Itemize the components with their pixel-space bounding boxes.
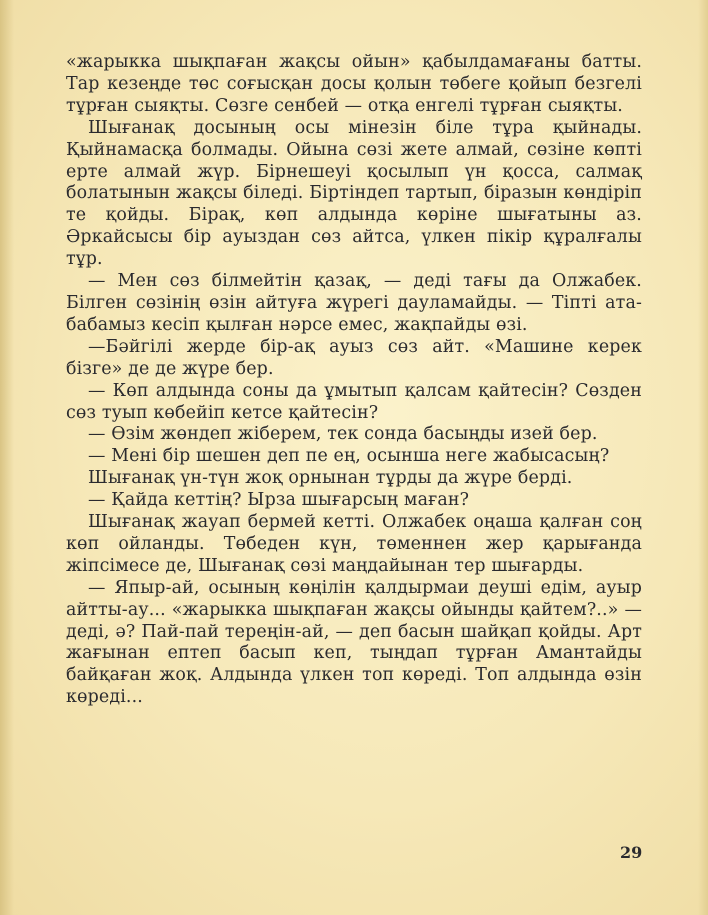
- paragraph-6: — Өзім жөндеп жіберем, тек сонда басыңды изей бер.: [88, 424, 598, 445]
- paragraph-11: — Япыр-ай, осының көңілін қалдырмаи деуші едім, ауыр айтты-ау... «жарыкка шықпаған жақсы ойынды қайтем?..» — деді, ә? Пай-пай тереңін-ай, — деп басын шайқап қойды. Арт жағынан ептеп басып кеп, тыңдап тұрған Амантайды байқаған жоқ. Алдында үлкен топ көреді. Топ алдында өзін көреді...: [66, 577, 642, 708]
- paragraph-2: Шығанақ досының осы мінезін біле тұра қыйнады. Қыйнамасқа болмады. Ойына сөзі жете алмай, сөзіне көпті ерте алмай жүр. Бірнешеуі қосылып үн қосса, салмақ болатынын жақсы біледі. Біртіндеп тартып, біразын көндіріп те қойды. Бірақ, көп алдында көріне шығатыны аз. Әркайсысы бір ауыздан сөз айтса, үлкен пікір құралғалы тұр.: [66, 117, 642, 270]
- paragraph-8: Шығанақ үн-түн жоқ орнынан тұрды да жүре берді.: [88, 468, 573, 489]
- paragraph-9: — Қайда кеттің? Ырза шығарсың маған?: [88, 490, 470, 511]
- page-left-edge-shadow: [0, 0, 14, 915]
- paragraph-1: «жарыкка шықпаған жақсы ойын» қабылдамағаны батты. Тар кезеңде төс соғысқан досы қолын төбеге қойып безгелі тұрған сыяқты. Сөзге сенбей — отқа енгелі тұрған сыяқты.: [66, 52, 642, 116]
- paragraph-7: — Мені бір шешен деп пе ең, осынша неге жабысасың?: [88, 446, 610, 467]
- page-number: 29: [620, 843, 643, 862]
- paragraph-4: —Бәйгілі жерде бір-ақ ауыз сөз айт. «Машине керек бізге» де де жүре бер.: [66, 336, 642, 379]
- paragraph-5: — Көп алдында соны да ұмытып қалсам қайтесін? Сөзден сөз туып көбейіп кетсе қайтесін?: [66, 380, 642, 423]
- paragraph-10: Шығанақ жауап бермей кетті. Олжабек оңаша қалған соң көп ойланды. Төбеден күн, төменнен жер қарығанда жіпсімесе де, Шығанақ сөзі маңдайынан тер шығарды.: [66, 512, 642, 576]
- page-right-edge-shadow: [698, 0, 708, 915]
- paragraph-3: — Мен сөз білмейтін қазақ, — деді тағы да Олжабек. Білген сөзінің өзін айтуға жүрегі дауламайды. — Тіпті ата-бабамыз кесіп қылған нәрсе емес, жақпайды өзі.: [66, 271, 642, 335]
- body-text: [66, 52, 642, 709]
